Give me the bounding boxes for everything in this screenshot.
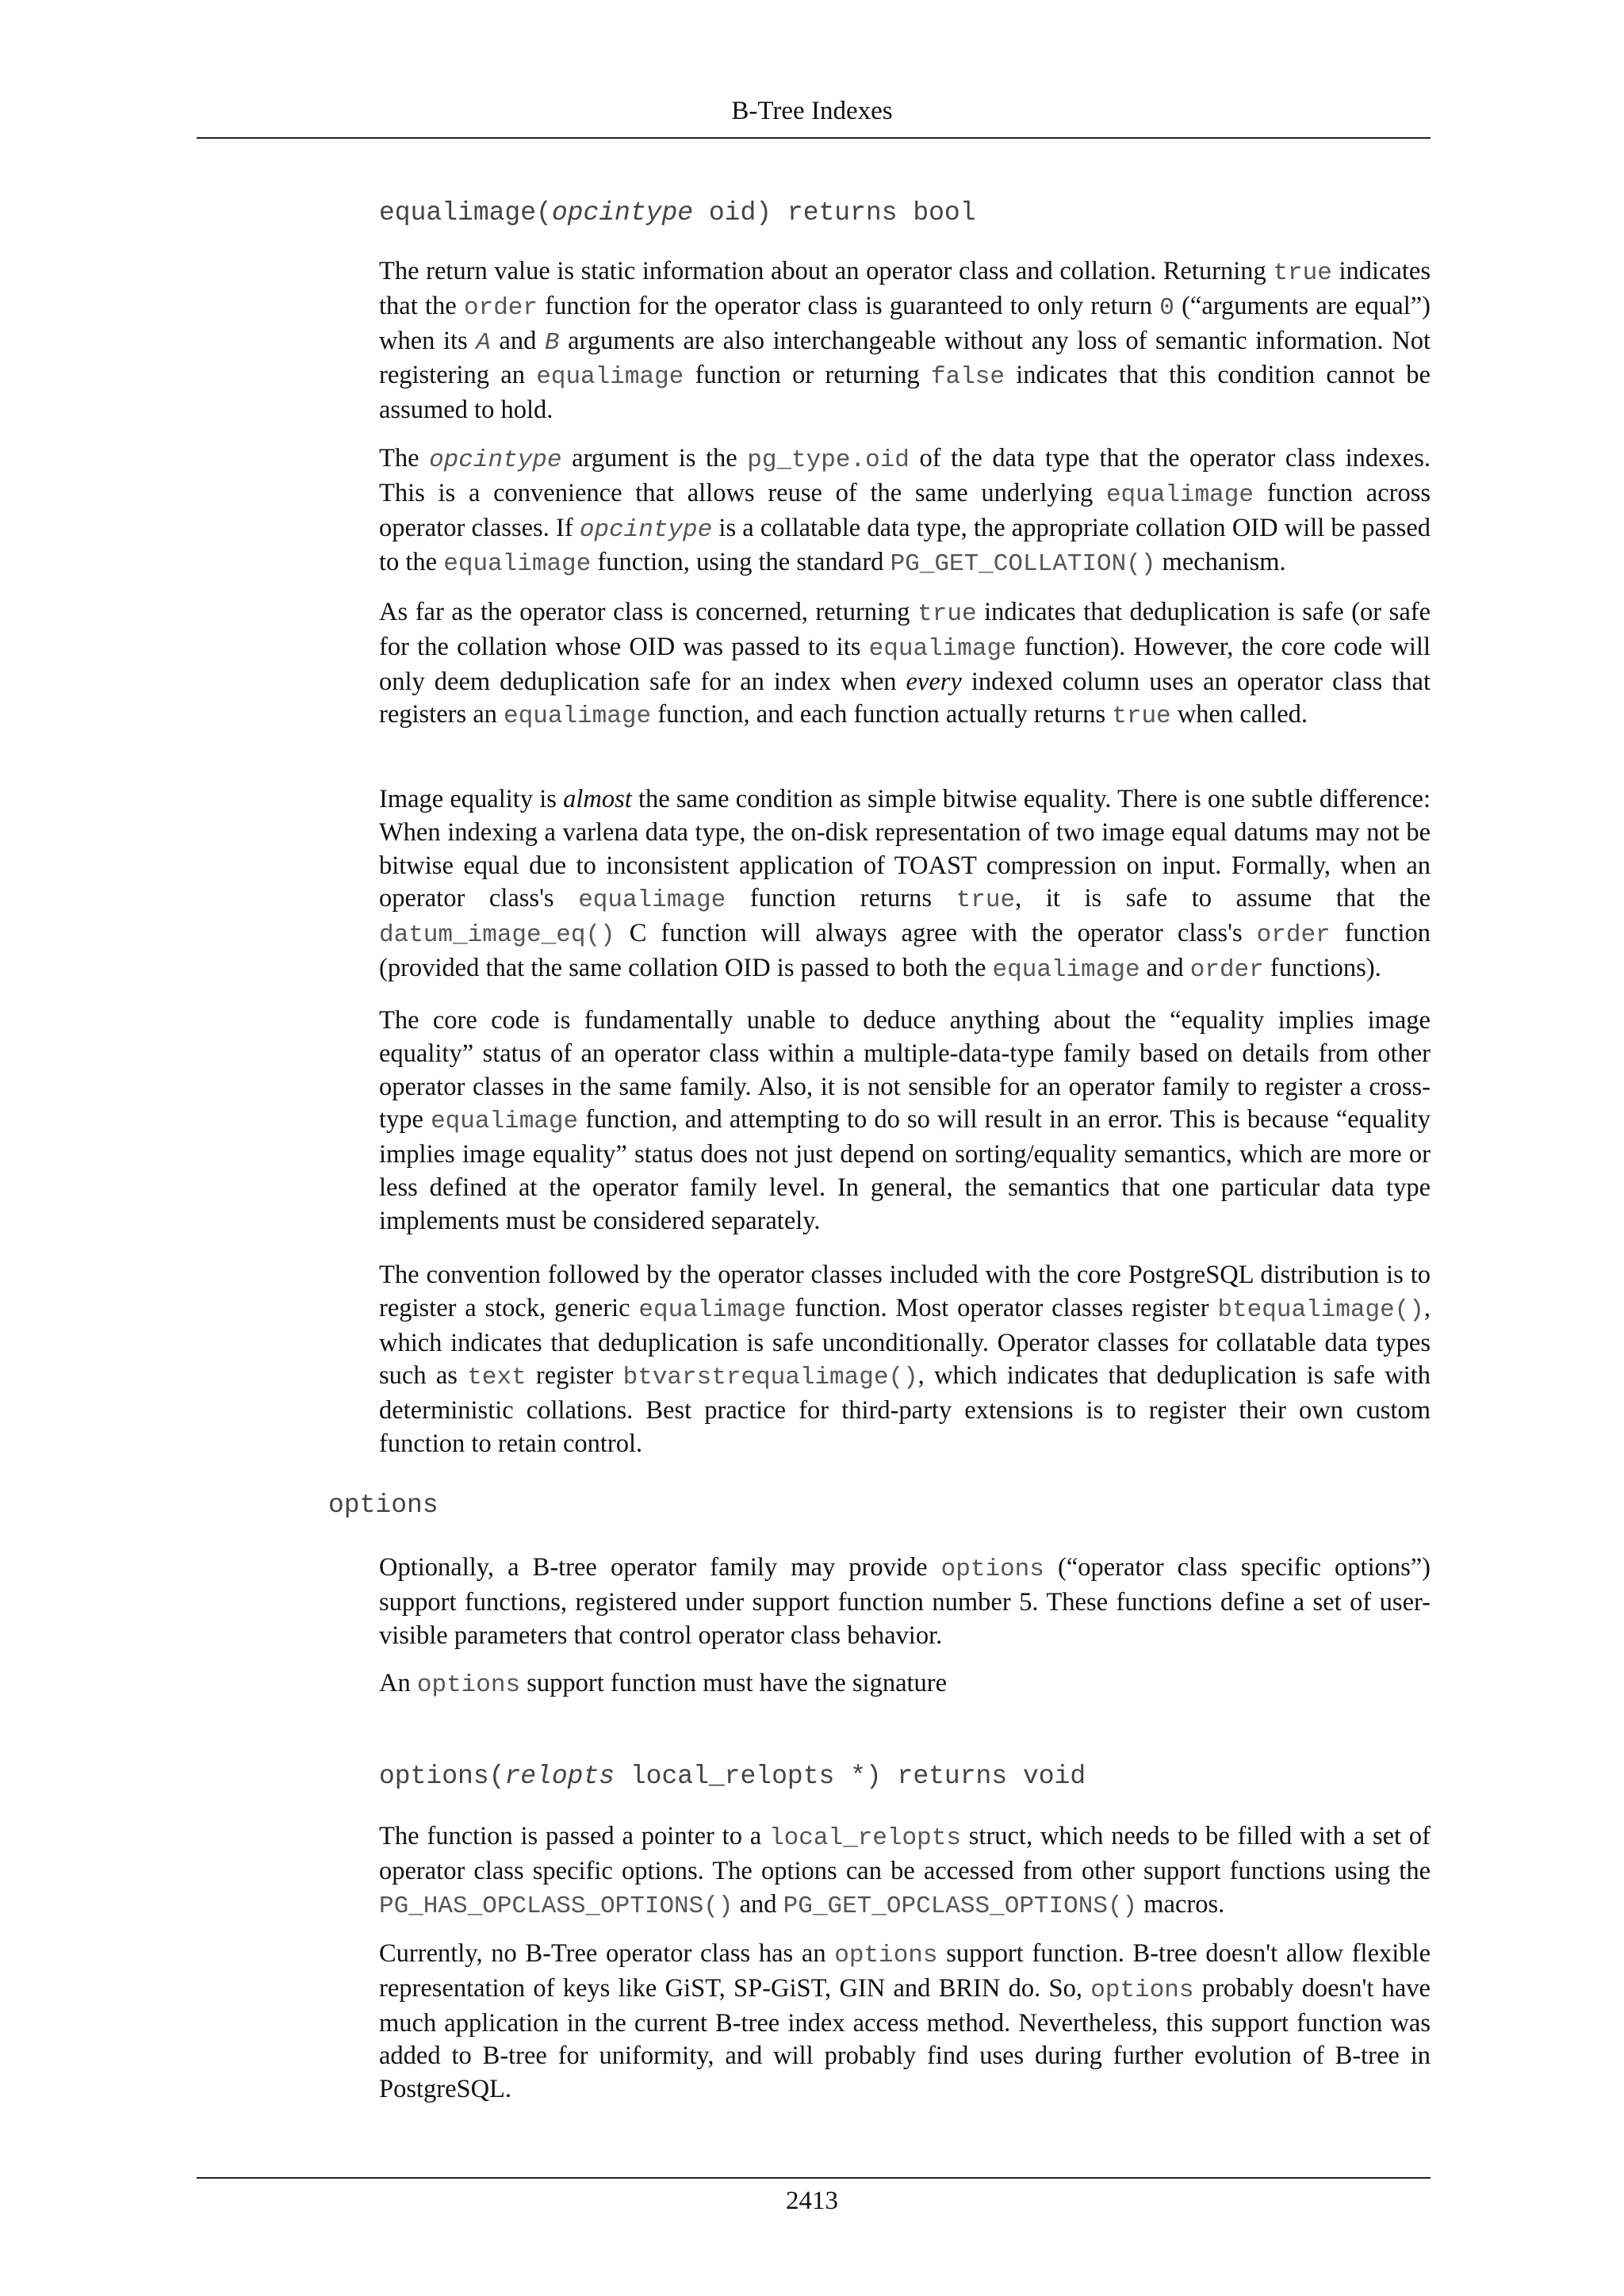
equalimage-signature: [379, 198, 976, 228]
paragraph-image-equality: Image equality is almost the same condition as simple bitwise equality. There is one subtle difference: When indexing a varlena data type, the on-disk representation of two image equal datums may not be bitwise equal due to inconsistent application of TOAST compression on input. Formally, when an operator class's equalimage function returns true, it is safe to assume that the datum_image_eq() C function will always agree with the operator class's order function (provided that the same collation OID is passed to both the equalimage and order functions).: [379, 785, 1431, 984]
footer-rule: [197, 2177, 1431, 2179]
sig-text: oid) returns bool: [693, 198, 976, 228]
running-header: B-Tree Indexes: [731, 97, 893, 125]
paragraph-return-value: The return value is static information about an operator class and collation. Returning true indicates that the order function for the operator class is guaranteed to only return 0 (“arguments are equal”) when its A and B arguments are also interchangeable without any loss of semantic information. Not registering an equalimage function or returning false indicates that this condition cannot be assumed to hold.: [379, 257, 1431, 425]
paragraph-convention: The convention followed by the operator classes included with the core PostgreSQL distribution is to register a stock, generic equalimage function. Most operator classes register btequalimage(), which indicates that deduplication is safe unconditionally. Operator classes for collatable data types such as text register btvarstrequalimage(), which indicates that deduplication is safe with deterministic collations. Best practice for third-party extensions is to register their own custom function to retain control.: [379, 1261, 1431, 1458]
header-rule: [197, 137, 1431, 139]
page-number: 2413: [786, 2187, 838, 2215]
paragraph-local-relopts: The function is passed a pointer to a local_relopts struct, which needs to be filled with a set of operator class specific options. The options can be accessed from other support functions using the PG_HAS_OPCLASS_OPTIONS() and PG_GET_OPCLASS_OPTIONS() macros.: [379, 1822, 1431, 1920]
paragraph-core-code: The core code is fundamentally unable to deduce anything about the “equality implies image equality” status of an operator class within a multiple-data-type family based on details from other operator classes in the same family. Also, it is not sensible for an operator family to register a cross-type equalimage function, and attempting to do so will result in an error. This is because “equality implies image equality” status does not just depend on sorting/equality semantics, which are more or less defined at the operator family level. In general, the semantics that one particular data type implements must be considered separately.: [379, 1006, 1431, 1235]
term-options: options: [328, 1490, 439, 1520]
sig-text: equalimage(: [379, 198, 552, 228]
paragraph-currently: Currently, no B-Tree operator class has an options support function. B-tree doesn't allow flexible representation of keys like GiST, SP-GiST, GIN and BRIN do. So, options probably doesn't have much application in the current B-tree index access method. Nevertheless, this support function was added to B-tree for uniformity, and will probably find uses during further evolution of B-tree in PostgreSQL.: [379, 1939, 1431, 2104]
paragraph-opcintype: The opcintype argument is the pg_type.oid of the data type that the operator class indexes. This is a convenience that allows reuse of the same underlying equalimage function across operator classes. If opcintype is a collatable data type, the appropriate collation OID will be passed to the equalimage function, using the standard PG_GET_COLLATION() mechanism.: [379, 444, 1431, 579]
sig-text: options(: [379, 1762, 505, 1791]
sig-param: opcintype: [551, 198, 694, 228]
paragraph-options-signature-intro: An options support function must have the signature: [379, 1669, 948, 1699]
options-signature: [379, 1762, 1086, 1791]
sig-text: local_relopts *) returns void: [615, 1762, 1086, 1791]
sig-param: relopts: [504, 1762, 615, 1791]
paragraph-options-intro: Optionally, a B-tree operator family may provide options (“operator class specific options”) support functions, registered under support function number 5. These functions define a set of user-visible parameters that control operator class behavior.: [379, 1553, 1431, 1650]
paragraph-deduplication: As far as the operator class is concerned, returning true indicates that deduplication is safe (or safe for the collation whose OID was passed to its equalimage function). However, the core code will only deem deduplication safe for an index when every indexed column uses an operator class that registers an equalimage function, and each function actually returns true when called.: [379, 598, 1431, 731]
